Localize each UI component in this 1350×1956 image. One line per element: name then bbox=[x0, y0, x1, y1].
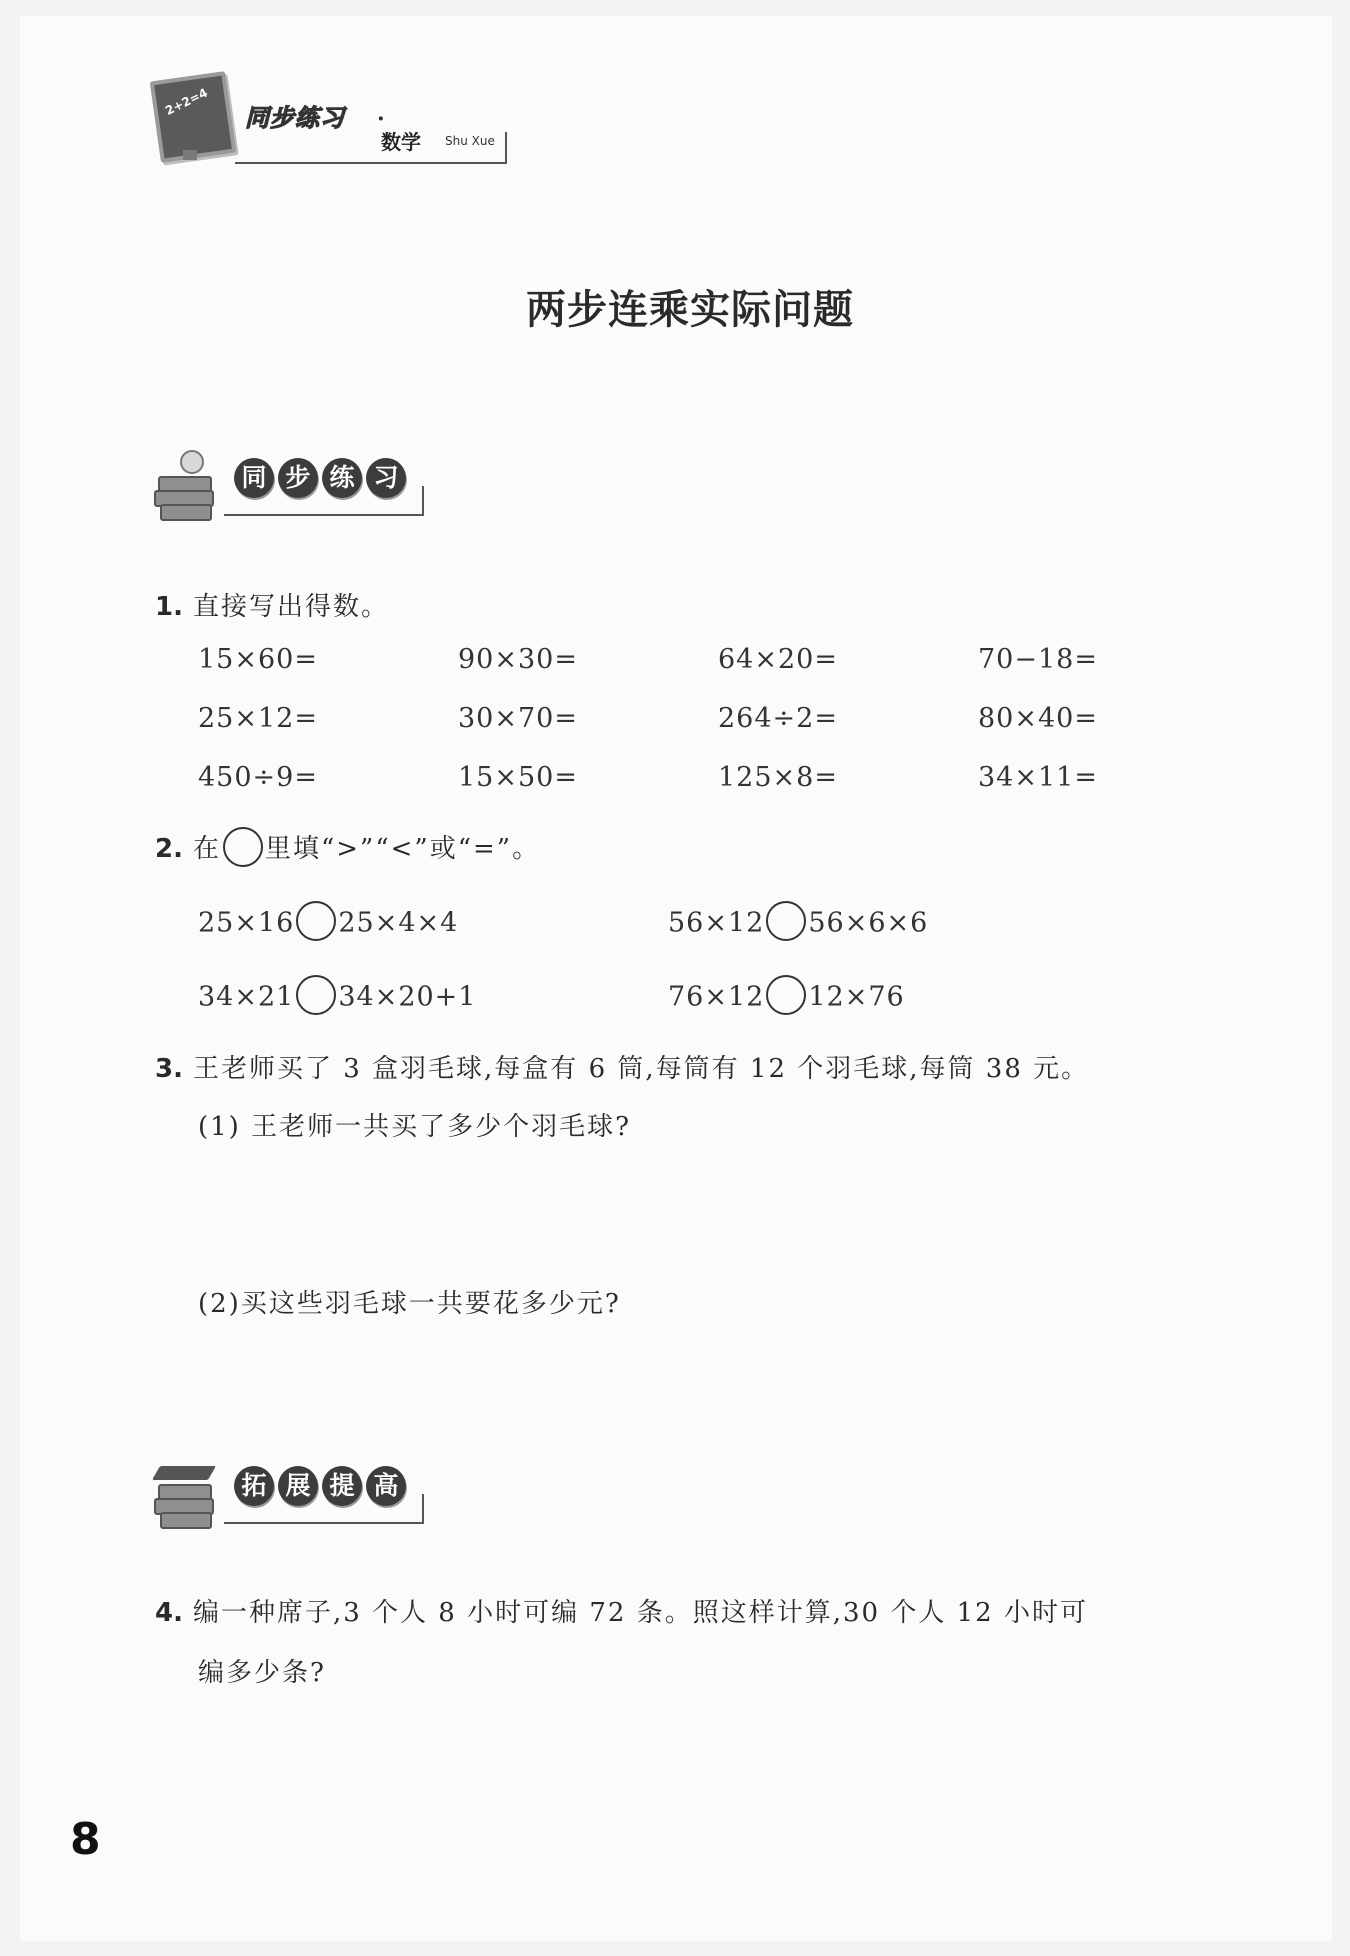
calc-item: 264÷2= bbox=[718, 703, 838, 734]
banner-char: 同 bbox=[234, 458, 274, 498]
calc-item: 80×40= bbox=[978, 703, 1098, 734]
series-brand bbox=[155, 76, 510, 166]
calc-item: 34×11= bbox=[978, 762, 1098, 793]
banner-char: 步 bbox=[278, 458, 318, 498]
banner-char: 高 bbox=[366, 1466, 406, 1506]
page-title: 两步连乘实际问题 bbox=[526, 287, 854, 333]
question-number: 1. bbox=[155, 592, 183, 622]
graduation-cap-books-icon bbox=[152, 1462, 216, 1522]
section-banner-extension bbox=[152, 1452, 442, 1532]
question-number: 4. bbox=[155, 1598, 183, 1628]
compare-left: 76×12 bbox=[668, 981, 765, 1013]
calc-item: 64×20= bbox=[718, 644, 838, 675]
question-prompt-post: 里填“>”“<”或“=”。 bbox=[264, 834, 541, 864]
question-prompt-line1: 编一种席子,3 个人 8 小时可编 72 条。照这样计算,30 个人 12 小时可 bbox=[192, 1598, 1088, 1628]
calc-item: 15×50= bbox=[458, 762, 578, 793]
question-prompt-pre: 在 bbox=[192, 834, 221, 864]
subject-pinyin: Shu Xue bbox=[445, 134, 495, 148]
calc-item: 90×30= bbox=[458, 644, 578, 675]
question-4 bbox=[155, 1592, 1088, 1629]
calc-item: 450÷9= bbox=[198, 762, 318, 793]
banner-char: 展 bbox=[278, 1466, 318, 1506]
question-prompt: 直接写出得数。 bbox=[192, 592, 389, 622]
question-3 bbox=[155, 1048, 1089, 1085]
compare-item bbox=[198, 904, 458, 944]
compare-right: 12×76 bbox=[808, 981, 905, 1013]
page-number: 8 bbox=[70, 1814, 101, 1865]
chalkboard-stand bbox=[183, 150, 197, 160]
answer-circle[interactable] bbox=[766, 975, 806, 1015]
subject-label: 数学 bbox=[381, 130, 421, 154]
compare-item bbox=[198, 978, 476, 1018]
banner-char: 拓 bbox=[234, 1466, 274, 1506]
question-2 bbox=[155, 828, 540, 870]
question-3-part-2: (2)买这些羽毛球一共要花多少元? bbox=[198, 1289, 621, 1319]
answer-circle[interactable] bbox=[296, 975, 336, 1015]
question-3-part-1: (1) 王老师一共买了多少个羽毛球? bbox=[198, 1112, 632, 1142]
calc-item: 70−18= bbox=[978, 644, 1098, 675]
compare-right: 56×6×6 bbox=[808, 907, 929, 939]
banner-char: 练 bbox=[322, 458, 362, 498]
compare-left: 25×16 bbox=[198, 907, 295, 939]
compare-left: 34×21 bbox=[198, 981, 295, 1013]
question-prompt: 王老师买了 3 盒羽毛球,每盒有 6 筒,每筒有 12 个羽毛球,每筒 38 元。 bbox=[192, 1054, 1090, 1084]
calc-item: 15×60= bbox=[198, 644, 318, 675]
series-title: 同步练习 bbox=[245, 104, 345, 132]
answer-circle[interactable] bbox=[296, 901, 336, 941]
calc-item: 30×70= bbox=[458, 703, 578, 734]
compare-item bbox=[668, 978, 905, 1018]
compare-right: 34×20+1 bbox=[338, 981, 477, 1013]
compare-item bbox=[668, 904, 928, 944]
question-number: 2. bbox=[155, 834, 183, 864]
calc-item: 125×8= bbox=[718, 762, 838, 793]
question-1 bbox=[155, 586, 389, 623]
question-number: 3. bbox=[155, 1054, 183, 1084]
answer-circle[interactable] bbox=[766, 901, 806, 941]
answer-circle bbox=[223, 827, 263, 867]
section-banner-practice bbox=[152, 444, 442, 524]
banner-char: 习 bbox=[366, 458, 406, 498]
brand-dot: · bbox=[377, 106, 385, 132]
books-lightbulb-icon bbox=[152, 454, 216, 514]
board-text: 2+2=4 bbox=[163, 85, 210, 118]
question-4-line2: 编多少条? bbox=[198, 1658, 326, 1688]
banner-char: 提 bbox=[322, 1466, 362, 1506]
compare-right: 25×4×4 bbox=[338, 907, 459, 939]
calc-item: 25×12= bbox=[198, 703, 318, 734]
compare-left: 56×12 bbox=[668, 907, 765, 939]
